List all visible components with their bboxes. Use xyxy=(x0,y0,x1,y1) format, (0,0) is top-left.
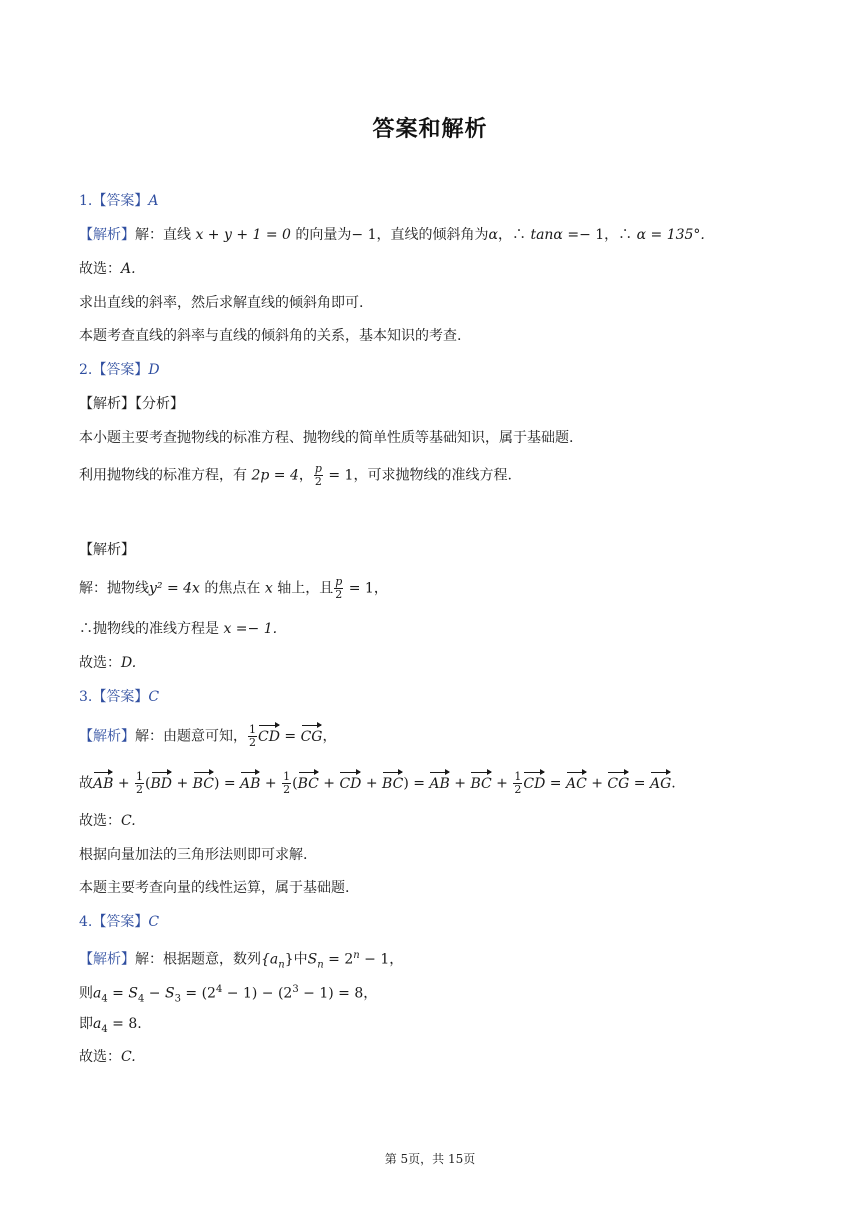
math: a xyxy=(93,985,102,1002)
math: α = 135°. xyxy=(636,227,705,243)
vector-CD: CD xyxy=(339,775,362,792)
subscript: n xyxy=(317,959,324,971)
math: = xyxy=(107,985,129,1002)
subscript: 4 xyxy=(101,993,108,1005)
math: − 1) = 8， xyxy=(298,985,378,1002)
math: S xyxy=(164,985,175,1002)
q2-answer xyxy=(79,360,160,380)
q2-answer-prefix: 2.【答案】 xyxy=(79,362,149,378)
denominator: 2 xyxy=(514,783,522,796)
superscript: 4 xyxy=(215,984,223,995)
vector-CD: CD xyxy=(523,775,546,792)
text: 即 xyxy=(79,1016,93,1032)
text: 轴上，且 xyxy=(272,580,334,597)
q2-hint-line xyxy=(79,463,512,488)
math: − xyxy=(144,985,165,1002)
q1-solution-line xyxy=(79,225,705,245)
superscript: 3 xyxy=(292,984,299,995)
text: 的向量为− 1，直线的倾斜角为 xyxy=(290,227,489,243)
math: = 2 xyxy=(323,951,354,968)
text: ，∴ xyxy=(497,227,531,243)
text: + xyxy=(361,775,383,792)
text: . xyxy=(671,775,676,792)
text: 则 xyxy=(79,985,93,1002)
numerator: 1 xyxy=(514,770,522,783)
text: + xyxy=(449,775,471,792)
math: = (2 xyxy=(180,985,216,1002)
math: C. xyxy=(121,813,136,829)
text: ) xyxy=(403,775,409,792)
text: ( xyxy=(292,775,298,792)
text: = xyxy=(629,775,650,792)
q3-derivation-line xyxy=(79,771,676,796)
q2-intro-line: 本小题主要考查抛物线的标准方程、抛物线的简单性质等基础知识，属于基础题. xyxy=(79,430,574,446)
q3-answer-value: C xyxy=(148,689,160,705)
q2-jiexi-fenxi: 【解析】【分析】 xyxy=(79,396,184,412)
text: ， xyxy=(322,728,337,745)
math: A. xyxy=(121,261,136,277)
text: 利用抛物线的标准方程，有 xyxy=(79,467,252,484)
q2-answer-value: D xyxy=(148,362,160,378)
math: α xyxy=(488,227,498,243)
text: 故选： xyxy=(79,813,121,829)
q3-method-line: 根据向量加法的三角形法则即可求解. xyxy=(79,847,308,863)
q3-summary-line: 本题主要考查向量的线性运算，属于基础题. xyxy=(79,880,350,896)
q1-summary-line: 本题考查直线的斜率与直线的倾斜角的关系，基本知识的考查. xyxy=(79,328,462,344)
denominator: 2 xyxy=(314,475,322,488)
q1-answer xyxy=(79,191,158,211)
q3-choice-line xyxy=(79,811,136,831)
text: 故选： xyxy=(79,1049,121,1065)
math: S xyxy=(307,951,318,968)
vector-BC: BC xyxy=(382,775,404,792)
text: 故选： xyxy=(79,261,121,277)
fraction xyxy=(248,724,257,749)
q4-answer-prefix: 4.【答案】 xyxy=(79,914,149,930)
q4-compute-line xyxy=(79,980,377,1009)
vector-BC: BC xyxy=(297,775,319,792)
q1-jiexi-label: 【解析】 xyxy=(79,227,135,243)
text: ( xyxy=(145,775,151,792)
q4-choice-line xyxy=(79,1047,136,1067)
text: + xyxy=(318,775,340,792)
text: = xyxy=(408,775,430,792)
vector-CD: CD xyxy=(258,728,280,745)
vector-AB: AB xyxy=(93,775,114,792)
text: = 1，可求抛物线的准线方程. xyxy=(323,467,512,484)
denominator: 2 xyxy=(136,783,144,796)
vector-CG: CG xyxy=(300,728,323,745)
math: C. xyxy=(121,1049,136,1065)
fraction xyxy=(334,576,343,601)
vector-BD: BD xyxy=(150,775,173,792)
math: − 1) − (2 xyxy=(222,985,293,1002)
denominator: 2 xyxy=(335,588,343,601)
math: x xyxy=(264,580,273,597)
q2-solution-line xyxy=(79,576,388,601)
denominator: 2 xyxy=(283,783,291,796)
q4-jiexi-label: 【解析】 xyxy=(79,951,135,968)
subscript: n xyxy=(278,959,285,971)
math: a xyxy=(93,1016,102,1032)
superscript: n xyxy=(353,950,360,961)
q4-solution-line xyxy=(79,946,403,975)
q1-answer-value: A xyxy=(148,193,159,209)
vector-CG: CG xyxy=(607,775,630,792)
page-title: 答案和解析 xyxy=(372,117,488,142)
numerator: 1 xyxy=(249,723,256,736)
vector-BC: BC xyxy=(470,775,492,792)
q1-method-line: 求出直线的斜率，然后求解直线的倾斜角即可. xyxy=(79,295,364,311)
subscript: 3 xyxy=(174,993,181,1005)
text: = 1， xyxy=(344,580,388,597)
vector-AC: AC xyxy=(565,775,587,792)
q2-jiexi-label: 【解析】 xyxy=(79,542,135,558)
q3-answer xyxy=(79,687,159,707)
text: + xyxy=(491,775,513,792)
q3-solution-line xyxy=(79,724,336,749)
text: =− 1，∴ xyxy=(562,227,637,243)
q3-answer-prefix: 3.【答案】 xyxy=(79,689,149,705)
q1-choice-line xyxy=(79,259,136,279)
math: {a xyxy=(261,951,279,968)
math: x + y + 1 = 0 xyxy=(195,227,291,243)
numerator: p xyxy=(314,462,322,475)
text: + xyxy=(172,775,193,792)
text: 中 xyxy=(293,951,308,968)
text: 解：根据题意，数列 xyxy=(135,951,261,968)
text: ) xyxy=(213,775,220,792)
text: + xyxy=(586,775,608,792)
text: + xyxy=(113,775,135,792)
numerator: p xyxy=(335,575,343,588)
text: 解：由题意可知， xyxy=(135,728,247,745)
math: x =− 1. xyxy=(223,621,278,637)
math: D. xyxy=(121,655,137,671)
math: 2p = 4 xyxy=(251,467,299,484)
numerator: 1 xyxy=(283,770,291,783)
subscript: 4 xyxy=(137,993,145,1005)
fraction xyxy=(314,463,323,488)
q4-answer-value: C xyxy=(148,914,160,930)
fraction xyxy=(135,771,144,796)
math: − 1， xyxy=(359,951,404,968)
text: ∴抛物线的准线方程是 xyxy=(79,621,224,637)
denominator: 2 xyxy=(249,736,256,749)
page-footer: 第 5页，共 15页 xyxy=(384,1152,476,1166)
q4-answer xyxy=(79,912,159,932)
fraction xyxy=(282,771,291,796)
math: } xyxy=(284,951,294,968)
vector-BC: BC xyxy=(192,775,214,792)
text: 故选： xyxy=(79,655,121,671)
math: y² = 4x xyxy=(149,580,200,597)
math: tanα xyxy=(530,227,563,243)
text: 解：直线 xyxy=(135,227,196,243)
text: ， xyxy=(298,467,313,484)
q1-answer-prefix: 1.【答案】 xyxy=(79,193,149,209)
text: 解：抛物线 xyxy=(79,580,149,597)
vector-AB: AB xyxy=(240,775,261,792)
vector-AG: AG xyxy=(649,775,672,792)
fraction xyxy=(513,771,522,796)
text: 的焦点在 xyxy=(199,580,265,597)
text: = xyxy=(219,775,241,792)
math: = 8. xyxy=(107,1016,142,1032)
q2-choice-line xyxy=(79,653,136,673)
math: S xyxy=(128,985,138,1002)
text: = xyxy=(279,728,301,745)
q4-result-line xyxy=(79,1014,142,1040)
q2-directrix-line xyxy=(79,619,277,639)
subscript: 4 xyxy=(101,1023,108,1035)
text: = xyxy=(545,775,566,792)
q3-jiexi-label: 【解析】 xyxy=(79,728,135,745)
numerator: 1 xyxy=(136,770,144,783)
vector-AB: AB xyxy=(429,775,450,792)
text: + xyxy=(260,775,282,792)
text: 故 xyxy=(79,775,93,792)
